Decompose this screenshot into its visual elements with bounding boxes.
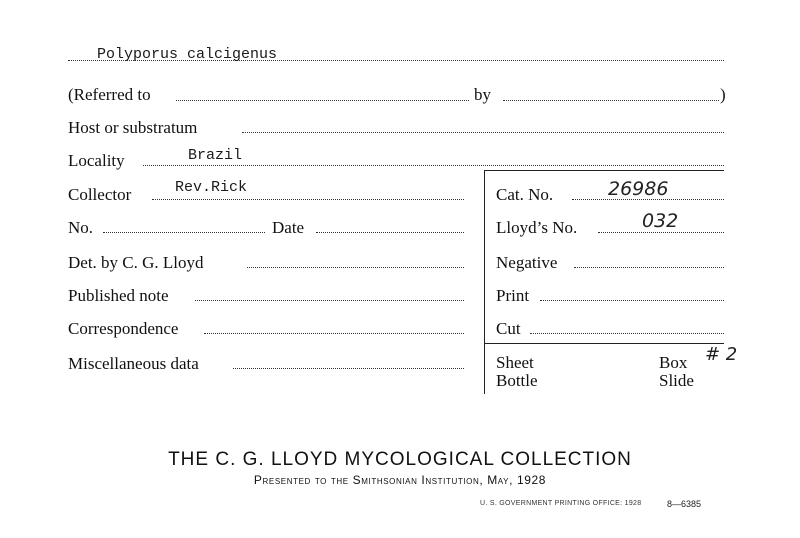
right-box-divider (484, 170, 485, 394)
date-line (316, 232, 464, 233)
published-note-line (195, 300, 464, 301)
right-box-top-rule (484, 170, 724, 171)
negative-label: Negative (496, 253, 558, 272)
no-label: No. (68, 218, 94, 237)
specimen-name: Polyporus calcigenus (97, 46, 278, 63)
misc-data-label: Miscellaneous data (68, 354, 199, 373)
by-line (503, 100, 719, 101)
cat-no-value: 26986 (608, 178, 669, 200)
collection-subtitle: Presented to the Smithsonian Institution, May, 1928 (253, 473, 547, 487)
collection-title: THE C. G. LLOYD MYCOLOGICAL COLLECTION (168, 449, 632, 470)
date-label: Date (272, 218, 305, 237)
printing-office-note: U. S. GOVERNMENT PRINTING OFFICE: 1928 (480, 500, 642, 507)
collector-value: Rev.Rick (175, 179, 248, 196)
collector-label: Collector (68, 185, 132, 204)
right-box-lower-rule (484, 343, 724, 344)
lloyds-no-value: 032 (642, 210, 679, 232)
print-line (540, 300, 724, 301)
print-label: Print (496, 286, 530, 305)
negative-line (574, 267, 724, 268)
by-label: by (474, 85, 491, 104)
cut-label: Cut (496, 319, 521, 338)
host-line (242, 132, 724, 133)
referred-to-label: (Referred to (68, 85, 151, 104)
correspondence-label: Correspondence (68, 319, 179, 338)
locality-label: Locality (68, 151, 125, 170)
box-value: # 2 (705, 344, 738, 365)
slide-label: Slide (659, 371, 694, 390)
box-label: Box (659, 353, 688, 372)
lloyds-no-label: Lloyd’s No. (496, 218, 578, 237)
locality-line (143, 165, 724, 166)
bottle-label: Bottle (496, 371, 538, 390)
cut-line (530, 333, 724, 334)
form-number: 8—6385 (667, 499, 702, 509)
no-line (103, 232, 265, 233)
correspondence-line (204, 333, 464, 334)
det-by-line (247, 267, 464, 268)
det-by-label: Det. by C. G. Lloyd (68, 253, 204, 272)
lloyds-no-line (598, 232, 724, 233)
host-label: Host or substratum (68, 118, 198, 137)
collector-line (152, 199, 464, 200)
misc-data-line (233, 368, 464, 369)
locality-value: Brazil (188, 147, 243, 164)
referred-to-line (176, 100, 469, 101)
published-note-label: Published note (68, 286, 169, 305)
close-paren: ) (720, 85, 726, 104)
cat-no-label: Cat. No. (496, 185, 554, 204)
sheet-label: Sheet (496, 353, 534, 372)
